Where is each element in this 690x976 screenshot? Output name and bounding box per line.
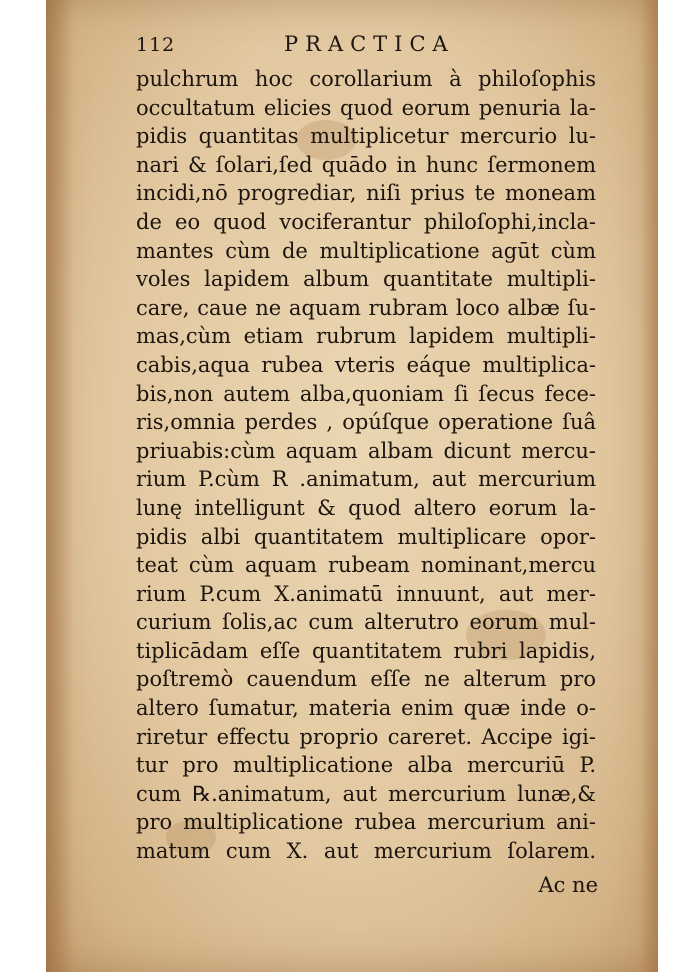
text-line: mantes cùm de multiplicatione agūt cùm [136,238,596,263]
catchword: Ac ne [538,873,598,897]
text-line: rium P.cùm R .animatum, aut mercurium [136,467,596,492]
text-line: de eo quod vociferantur philoſophi,incla- [136,209,596,234]
text-line: priuabis:cùm aquam albam dicunt mercu- [136,438,596,463]
page-number: 112 [136,34,176,56]
text-line: pro multiplicatione rubea mercurium ani- [136,810,596,835]
text-line: occultatum elicies quod eorum penuria la- [136,95,596,120]
text-line: cabis,aqua rubea vteris eáque multiplica- [136,352,596,377]
text-line: matum cum X. aut mercurium ſolarem. [136,839,596,864]
text-line: tiplicādam eſſe quantitatem rubri lapidis, [136,638,596,663]
text-line: voles lapidem album quantitate multipli- [136,267,596,292]
text-line: ris,omnia perdes , opúſque operatione ſuâ [136,410,596,435]
running-head: PRACTICA [284,32,455,56]
text-line: pulchrum hoc corollarium à philoſophis [136,67,596,91]
text-line: tur pro multiplicatione alba mercuriū P. [136,753,596,778]
text-line: nari & ſolari,ſed quādo in hunc ſermonem [136,152,596,177]
page-header [136,30,596,66]
text-line: teat cùm aquam rubeam nominant,mercu [136,553,596,578]
text-line: incidi,nō progrediar, niſi prius te moneam [136,181,596,206]
text-line: bis,non autem alba,quoniam ſi ſecus fece- [136,381,596,406]
text-line: care, caue ne aquam rubram loco albæ ſu- [136,295,596,320]
text-line: pidis albi quantitatem multiplicare opor- [136,524,596,549]
text-line: cum ℞.animatum, aut mercurium lunæ,& [136,781,596,806]
text-line: lunę intelligunt & quod altero eorum la- [136,495,596,520]
text-line: riretur effectu proprio careret. Accipe igi- [136,724,596,749]
text-line: curium ſolis,ac cum alterutro eorum mul- [136,610,596,635]
body-text [136,65,596,866]
text-line: poſtremò cauendum eſſe ne alterum pro [136,667,596,692]
text-line: rium P.cum X.animatū innuunt, aut mer- [136,581,596,606]
text-line: pidis quantitas multiplicetur mercurio lu- [136,124,596,149]
text-line: mas,cùm etiam rubrum lapidem multipli- [136,324,596,349]
text-line: altero ſumatur, materia enim quæ inde o- [136,696,596,721]
